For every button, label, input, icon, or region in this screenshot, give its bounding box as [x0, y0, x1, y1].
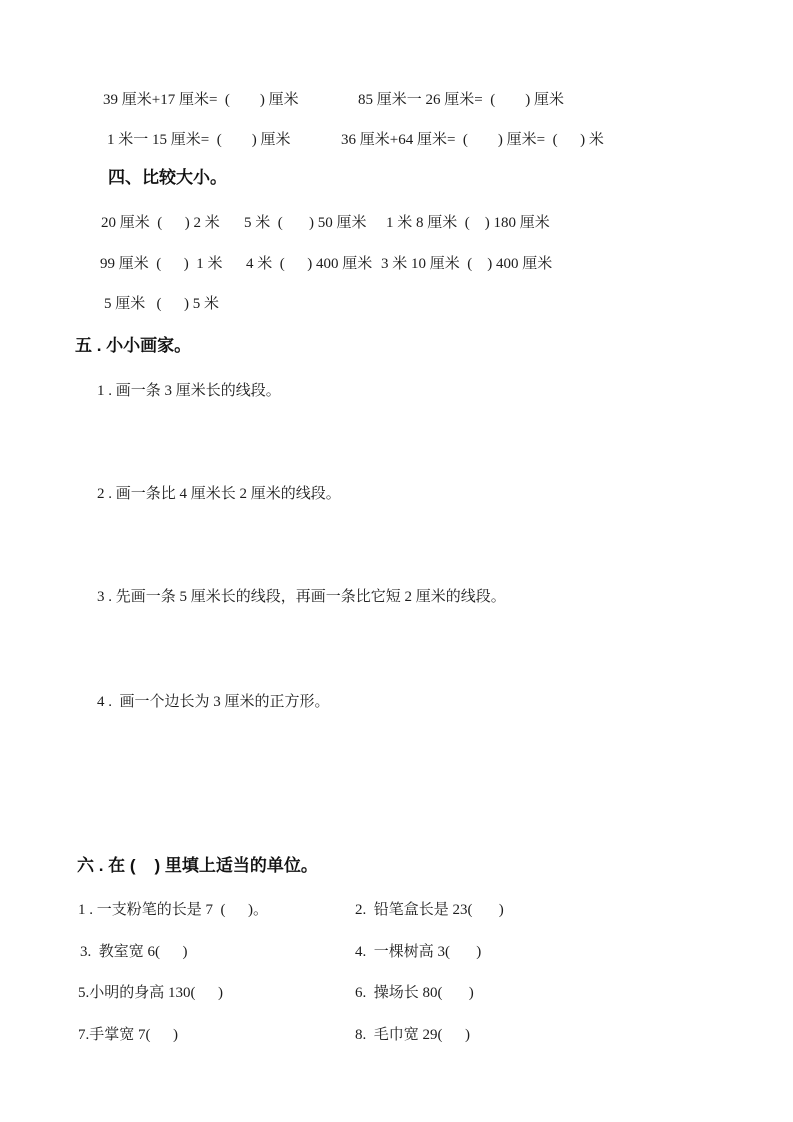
- conversion-problem-1-left: 39 厘米+17 厘米= ( ) 厘米: [103, 92, 299, 108]
- compare-row-2-col-3: 3 米 10 厘米 ( ) 400 厘米: [381, 256, 553, 272]
- drawing-task-1: 1 . 画一条 3 厘米长的线段。: [97, 383, 281, 399]
- conversion-problem-2-right: 36 厘米+64 厘米= ( ) 厘米= ( ) 米: [341, 132, 604, 148]
- unit-item-7: 7.手掌宽 7( ): [78, 1027, 178, 1043]
- compare-row-1-col-3: 1 米 8 厘米 ( ) 180 厘米: [386, 215, 550, 231]
- section-5-title: 五 . 小小画家。: [75, 336, 192, 355]
- compare-row-1-col-2: 5 米 ( ) 50 厘米: [244, 215, 367, 231]
- unit-item-1: 1 . 一支粉笔的长是 7 ( )。: [78, 902, 268, 918]
- unit-item-6: 6. 操场长 80( ): [355, 985, 474, 1001]
- drawing-task-3: 3 . 先画一条 5 厘米长的线段，再画一条比它短 2 厘米的线段。: [97, 589, 506, 605]
- compare-row-2-col-1: 99 厘米 ( ) 1 米: [100, 256, 223, 272]
- section-4-title: 四、比较大小。: [108, 168, 227, 187]
- unit-item-3: 3. 教室宽 6( ): [80, 944, 188, 960]
- compare-row-2-col-2: 4 米 ( ) 400 厘米: [246, 256, 373, 272]
- conversion-problem-1-right: 85 厘米一 26 厘米= ( ) 厘米: [358, 92, 564, 108]
- unit-item-2: 2. 铅笔盒长是 23( ): [355, 902, 504, 918]
- unit-item-5: 5.小明的身高 130( ): [78, 985, 223, 1001]
- section-6-title: 六 . 在 ( ) 里填上适当的单位。: [77, 856, 318, 875]
- unit-item-4: 4. 一棵树高 3( ): [355, 944, 482, 960]
- drawing-task-2: 2 . 画一条比 4 厘米长 2 厘米的线段。: [97, 486, 341, 502]
- conversion-problem-2-left: 1 米一 15 厘米= ( ) 厘米: [107, 132, 291, 148]
- compare-row-1-col-1: 20 厘米 ( ) 2 米: [101, 215, 220, 231]
- unit-item-8: 8. 毛巾宽 29( ): [355, 1027, 470, 1043]
- compare-row-3-col-1: 5 厘米 ( ) 5 米: [104, 296, 219, 312]
- drawing-task-4: 4 . 画一个边长为 3 厘米的正方形。: [97, 694, 330, 710]
